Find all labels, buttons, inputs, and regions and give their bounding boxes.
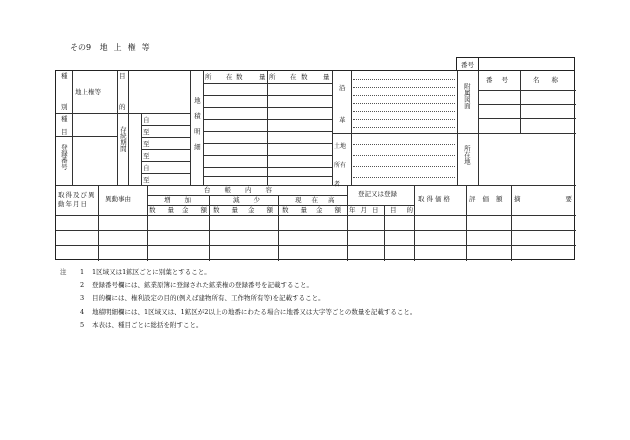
title-prefix: その9 — [70, 43, 92, 52]
bangou-label: 番号 — [457, 58, 479, 71]
mokuteki-label-top: 目 — [119, 72, 126, 80]
rule-chiseki-row-5 — [203, 143, 332, 144]
rule-chiseki-left — [190, 71, 191, 185]
chiseki-header-suu-1: 数 — [236, 73, 243, 81]
fuzoku-bangou-header: 番号 — [486, 76, 517, 84]
enkaku-dotted-3 — [353, 95, 455, 96]
chiseki-header-ryou-2: 量 — [323, 73, 330, 81]
touki-nengappi-label: 年月日 — [349, 206, 384, 214]
itaru-label-4: 至 — [143, 176, 150, 184]
note-number: 5 — [80, 320, 85, 329]
rule-ledger-row-2 — [56, 230, 576, 231]
rule-chiseki-row-2 — [203, 107, 332, 108]
title-main: 地上権等 — [99, 43, 156, 52]
rule-ledger-7 — [466, 185, 467, 261]
note-row-5 — [60, 319, 416, 332]
rule-chiseki-right — [332, 71, 333, 185]
enkaku-dotted-1 — [353, 79, 455, 80]
note-number: 4 — [80, 307, 85, 316]
rule-ledger-1 — [98, 185, 99, 261]
ji-label-1: 自 — [143, 116, 150, 124]
shumoku-label-top: 種 — [61, 115, 68, 123]
enkaku-label-top: 沿 — [339, 84, 346, 92]
rule-upper-lower — [56, 185, 576, 186]
enkaku-label-bottom: 革 — [339, 116, 346, 124]
chiseki-label: 地積明細 — [192, 97, 201, 159]
enkaku-dotted-2 — [353, 87, 455, 88]
tochi-dotted-1 — [353, 144, 455, 145]
note-row-3 — [60, 292, 416, 305]
rule-upper-left-2 — [117, 71, 118, 185]
note-row-4 — [60, 306, 416, 319]
shubetsu-label-bottom: 別 — [61, 103, 68, 111]
shutoku-kakaku-label: 取得価格 — [418, 195, 452, 203]
mokuteki-label-bottom: 的 — [119, 103, 126, 111]
note-text: 目的欄には、権利設定の目的(例えば建物所有、工作物所有等)を記載すること。 — [92, 294, 325, 303]
rule-chiseki-row-8 — [203, 176, 332, 177]
shumoku-label-bottom: 目 — [61, 128, 68, 136]
chiseki-header-zai-2: 在 — [290, 73, 297, 81]
touki-label: 登記又は登録 — [358, 190, 397, 198]
tochi-shoyuusha-label: 土地所有者 — [334, 143, 347, 188]
enkaku-dotted-4 — [353, 103, 455, 104]
note-number: 2 — [80, 281, 85, 290]
rule-chiseki-row-6 — [203, 155, 332, 156]
note-row-2 — [60, 279, 416, 292]
itaru-label-2: 至 — [143, 140, 150, 148]
rule-ledger-header-end — [56, 215, 576, 216]
tochi-dotted-2 — [353, 155, 455, 156]
rule-fuzoku-mid — [520, 71, 521, 133]
genshou-kingaku-label: 金額 — [248, 206, 285, 214]
rule-ledger-8 — [511, 185, 512, 261]
rule-chiseki-row-7 — [203, 167, 332, 168]
idou-jiyuu-label: 異動事由 — [105, 195, 131, 203]
note-number: 1 — [80, 268, 85, 276]
rule-ledger-2 — [147, 185, 148, 261]
sonzoku-kikan-label: 存続期間 — [118, 126, 127, 152]
rule-ledger-3 — [209, 195, 210, 261]
rule-fuzoku-row-3 — [478, 118, 576, 119]
rule-sonzoku-5 — [141, 173, 190, 174]
rule-upper-left-1 — [72, 71, 73, 185]
rule-chiseki-row-1 — [203, 95, 332, 96]
shozaichi-label: 所在地 — [462, 145, 471, 165]
rule-fuzoku-row-1 — [478, 90, 576, 91]
rule-fuzoku-bottom — [457, 133, 576, 134]
zouka-label: 増加 — [164, 196, 205, 204]
daichou-naiyou-label: 台帳内容 — [204, 186, 286, 194]
rule-chiseki-row-4 — [203, 131, 332, 132]
fuzoku-meishou-header: 名称 — [533, 76, 570, 84]
enkaku-dotted-7 — [353, 127, 455, 128]
rule-upper-left-row-a — [56, 113, 190, 114]
form-title — [70, 42, 156, 53]
note-text: 登録番号欄には、鉱業原簿に登録された鉱業権の登録番号を記載すること。 — [92, 281, 313, 290]
rule-chiseki-header — [203, 83, 332, 84]
rule-ledger-row-3 — [56, 245, 576, 246]
shutoku-idou-label: 取得及び異動年月日 — [58, 191, 96, 208]
enkaku-dotted-5 — [353, 111, 455, 112]
chiseki-header-ryou-1: 量 — [259, 73, 266, 81]
tochi-dotted-4 — [353, 177, 455, 178]
rule-chiseki-row-3 — [203, 119, 332, 120]
rule-enkaku-right — [457, 71, 458, 185]
note-lead: 注 — [60, 268, 67, 276]
chiseki-header-sho-1: 所 — [205, 73, 212, 81]
rule-touki-date — [384, 205, 385, 261]
ledger-form — [55, 70, 617, 260]
shubetsu-label-top: 種 — [61, 72, 68, 80]
touroku-bangou-label: 登録番号 — [59, 144, 68, 170]
tekiyou-label: 摘要 — [514, 195, 617, 203]
itaru-label-1: 至 — [143, 128, 150, 136]
note-text: 1区域又は1鉱区ごとに別葉とすること。 — [92, 268, 211, 276]
note-number: 3 — [80, 294, 85, 303]
chiseki-header-zai-1: 在 — [226, 73, 233, 81]
rule-fuzoku-label — [478, 71, 479, 185]
touki-mokuteki-label: 目的 — [390, 206, 423, 214]
rule-ledger-5 — [347, 185, 348, 261]
rule-upper-left-3 — [128, 71, 129, 185]
enkaku-dotted-6 — [353, 119, 455, 120]
bangou-box — [456, 57, 575, 71]
zouka-kingaku-label: 金額 — [182, 206, 219, 214]
ji-label-2: 自 — [143, 164, 150, 172]
fuzoku-zumen-label: 附属図面 — [462, 83, 471, 109]
rule-ledger-4 — [278, 195, 279, 261]
note-text: 本表は、種目ごとに総括を附すこと。 — [92, 320, 203, 329]
chiseki-header-sho-2: 所 — [269, 73, 276, 81]
rule-fuzoku-row-2 — [478, 104, 576, 105]
genshou-label: 減少 — [233, 196, 274, 204]
hyouka-gaku-label: 評価額 — [469, 195, 510, 203]
rule-sonzoku-4 — [141, 161, 190, 162]
rule-upper-left-row-b — [56, 136, 117, 137]
genzaidaka-suuryou-label: 数量 — [282, 206, 319, 214]
genzaidaka-label: 現在高 — [295, 196, 345, 204]
rule-enkaku-label — [351, 71, 352, 185]
note-row-1 — [60, 266, 416, 279]
rule-sonzoku-3 — [141, 149, 190, 150]
tochi-dotted-3 — [353, 166, 455, 167]
rule-ledger-6 — [414, 185, 415, 261]
rule-sonzoku-2 — [141, 137, 190, 138]
genshou-suuryou-label: 数量 — [213, 206, 250, 214]
rule-sonzoku-1 — [141, 125, 190, 126]
genzaidaka-kingaku-label: 金額 — [316, 206, 353, 214]
form-notes — [60, 266, 416, 332]
note-text: 地積明細欄には、1区域又は、1鉱区が2以上の地番にわたる場合に地番又は大字等ごとの数量を記載すること。 — [92, 307, 417, 316]
itaru-label-3: 至 — [143, 152, 150, 160]
rule-enkaku-bottom — [332, 133, 457, 134]
zouka-suuryou-label: 数量 — [149, 206, 186, 214]
chiseki-header-suu-2: 数 — [301, 73, 308, 81]
chijouken-label: 地上権等 — [75, 88, 101, 96]
